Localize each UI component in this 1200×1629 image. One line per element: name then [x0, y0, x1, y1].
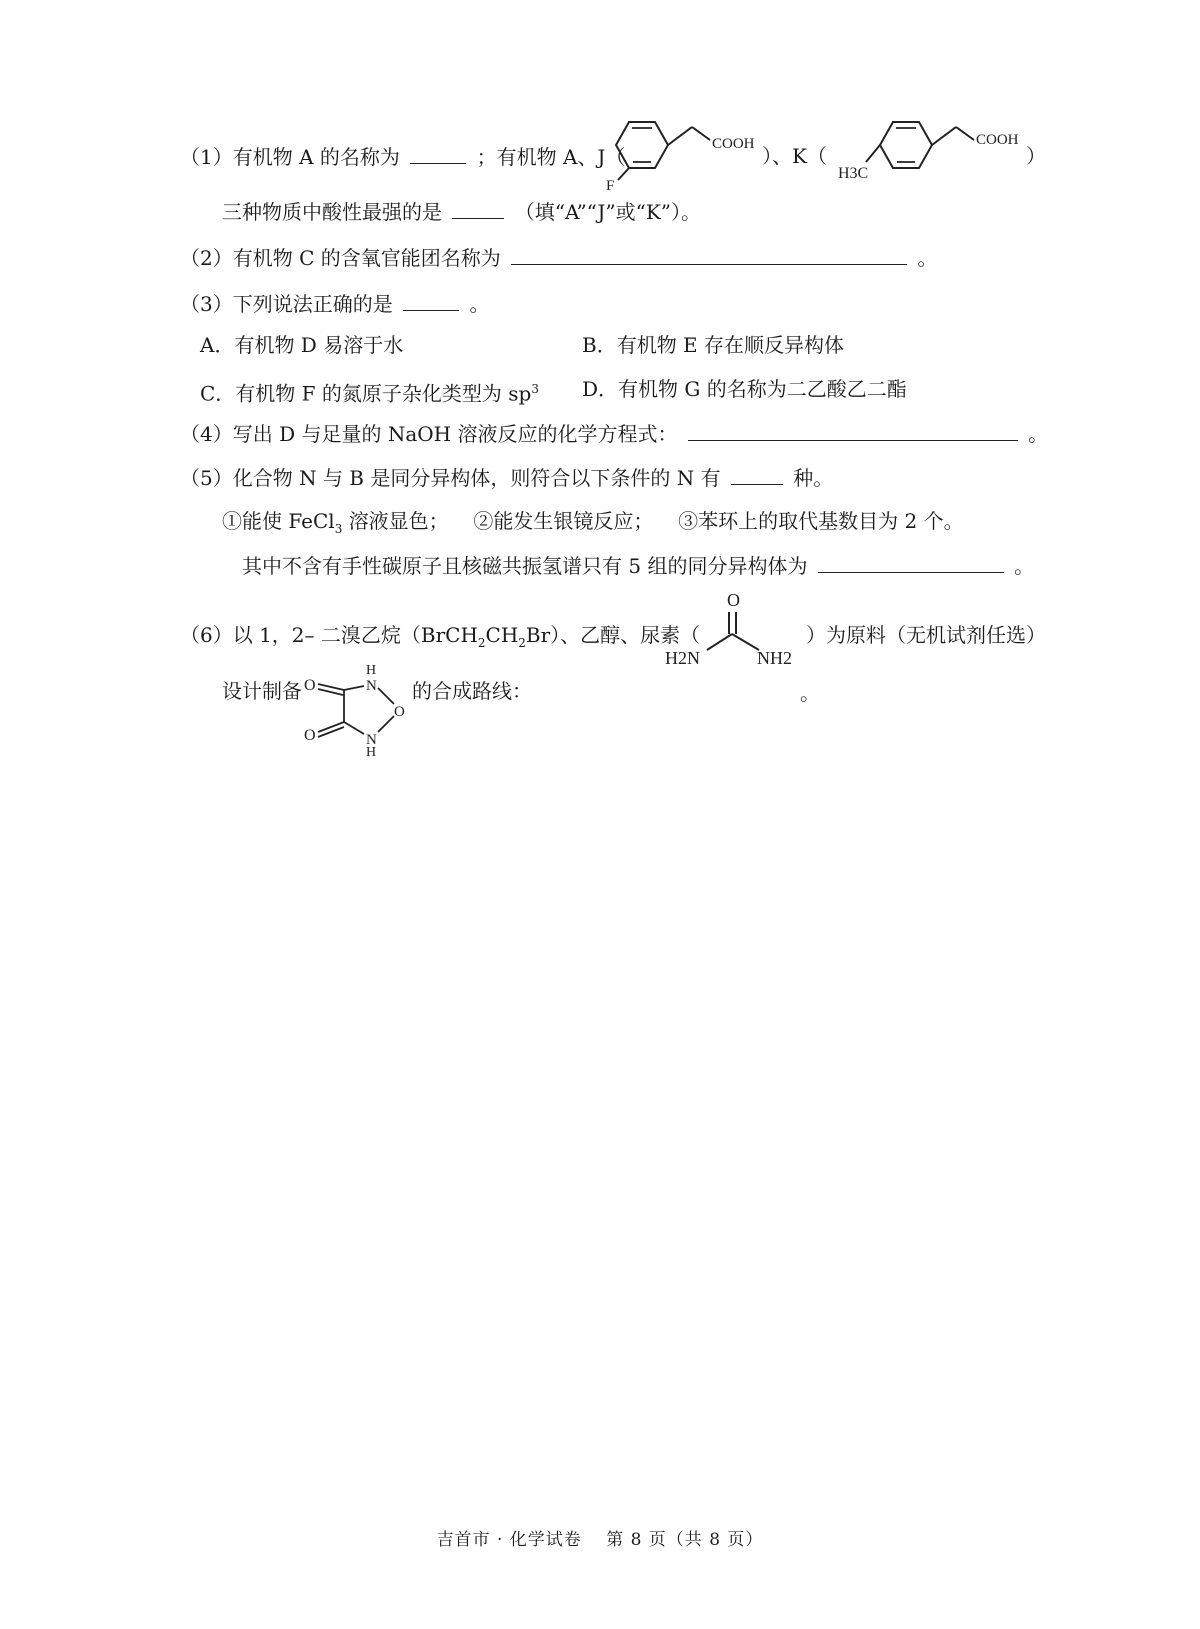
q3-option-d-text: D．有机物 G 的名称为二乙酸乙二酯 — [582, 377, 907, 401]
q3-option-c — [200, 376, 539, 407]
q2-text: （2）有机物 C 的含氧官能团名称为 — [180, 246, 501, 270]
q5-cond1-text: ①能使 FeCl — [222, 509, 335, 533]
q1-text-part4: ） — [1026, 144, 1046, 168]
q3-option-b — [582, 332, 844, 358]
q4-text: （4）写出 D 与足量的 NaOH 溶液反应的化学方程式： — [180, 422, 678, 446]
q6-line2-route-text: 的合成路线： — [412, 679, 532, 703]
q1-line1-mid — [762, 143, 827, 169]
ring-hydrogen-top: H — [366, 663, 377, 678]
q5-answer-blank-2[interactable] — [818, 552, 1004, 573]
ring-nitrogen-top: N — [366, 678, 377, 694]
q6-subscript-1: 2 — [477, 636, 486, 650]
q3-text: （3）下列说法正确的是 — [180, 292, 393, 316]
q5-answer-blank-1[interactable] — [731, 464, 783, 485]
q3-option-a-text: A．有机物 D 易溶于水 — [200, 333, 404, 357]
q4-answer-blank[interactable] — [688, 420, 1018, 441]
q6-text-d: ）为原料（无机试剂任选） — [806, 623, 1046, 647]
j-cooh-label: COOH — [712, 136, 755, 152]
molecule-j — [592, 112, 772, 192]
q3-option-a — [200, 332, 403, 358]
q1-answer-blank-1[interactable] — [410, 143, 466, 164]
q1-text-part3: ）、K（ — [762, 144, 827, 168]
q6-line2-period: 。 — [800, 681, 820, 705]
q6-line2-end — [800, 680, 820, 706]
q6-line2 — [222, 678, 302, 704]
q5-line3-end: 。 — [1014, 554, 1035, 578]
q1-line1-end — [1026, 143, 1046, 169]
q3-option-c-superscript: 3 — [531, 382, 539, 396]
k-cooh-label: COOH — [976, 132, 1019, 148]
urea-structure — [665, 588, 810, 668]
q3-line — [180, 290, 489, 317]
q6-line1-end — [806, 622, 1046, 648]
q3-option-c-text: C．有机物 F 的氮原子杂化类型为 sp — [200, 381, 532, 406]
urea-left-amine-label: H2N — [665, 648, 700, 668]
q1-answer-blank-2[interactable] — [452, 198, 504, 219]
q5-cond3-text: ③苯环上的取代基数目为 2 个。 — [678, 509, 964, 533]
q5-cond1-subscript: 3 — [334, 522, 343, 536]
ring-carbonyl-oxygen-top: O — [304, 677, 316, 694]
q1-line2 — [222, 198, 701, 225]
q5-text: （5）化合物 N 与 B 是同分异构体，则符合以下条件的 N 有 — [180, 466, 721, 490]
q5-line3 — [242, 552, 1034, 579]
q1-text-part1: （1）有机物 A 的名称为 — [180, 145, 400, 169]
q5-line1 — [180, 464, 833, 491]
q3-option-b-text: B．有机物 E 存在顺反异构体 — [582, 333, 845, 357]
j-fluorine-label: F — [606, 178, 615, 192]
q5-cond2-text: ②能发生银镜反应； — [473, 509, 654, 533]
q1-text-part2: ；有机物 A、J（ — [476, 145, 626, 169]
q1-line2-text: 三种物质中酸性最强的是 — [222, 200, 442, 224]
q2-end: 。 — [917, 246, 938, 270]
q5-cond1-text-end: 溶液显色； — [348, 509, 449, 533]
q3-answer-blank[interactable] — [403, 290, 459, 311]
page-footer: 吉首市 · 化学试卷 第 8 页（共 8 页） — [436, 1530, 764, 1550]
q5-line3-text: 其中不含有手性碳原子且核磁共振氢谱只有 5 组的同分异构体为 — [242, 554, 808, 578]
molecule-k — [838, 112, 1038, 192]
ring-oxygen-label: O — [394, 704, 405, 720]
q3-end: 。 — [469, 292, 490, 316]
q1-line2-end: （填“A”“J”或“K”）。 — [514, 200, 701, 224]
q4-line — [180, 420, 1048, 447]
urea-right-amine-label: NH2 — [757, 648, 792, 668]
urea-oxygen-label: O — [727, 590, 740, 610]
q5-conditions — [222, 508, 964, 542]
k-ch3-label: H3C — [838, 165, 869, 182]
q3-option-d — [582, 376, 907, 402]
ring-carbonyl-oxygen-bottom: O — [304, 727, 316, 744]
q6-line2-mid — [412, 678, 532, 704]
q5-end: 种。 — [793, 466, 834, 490]
ring-nitrogen-bottom: N — [366, 732, 377, 748]
q6-line1 — [180, 622, 700, 656]
ring-hydrogen-bottom: H — [366, 745, 377, 758]
q2-line — [180, 244, 937, 271]
target-ring-structure — [300, 660, 415, 758]
q6-line2-text: 设计制备 — [222, 679, 302, 703]
q6-subscript-2: 2 — [518, 636, 526, 650]
q6-text-c: Br）、乙醇、尿素（ — [525, 623, 701, 647]
q6-text-b: CH — [485, 623, 519, 647]
q2-answer-blank[interactable] — [511, 244, 907, 265]
q1-line1 — [180, 143, 625, 170]
q4-end: 。 — [1028, 422, 1049, 446]
q6-text-a: （6）以 1，2– 二溴乙烷（BrCH — [180, 623, 478, 647]
